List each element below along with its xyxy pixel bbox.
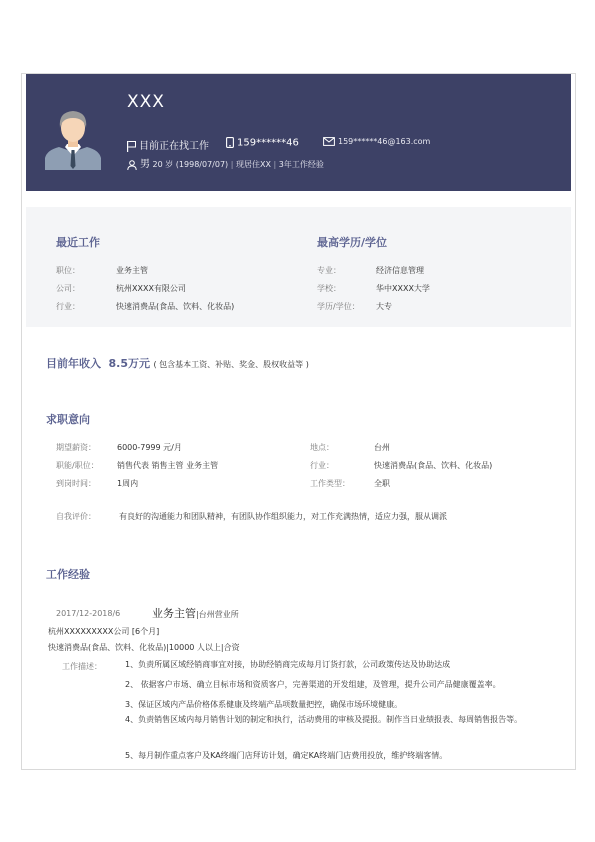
location-value: 台州 (374, 443, 390, 452)
industry-label: 行业： (56, 302, 80, 311)
company-value: 杭州XXXX有限公司 (116, 284, 186, 293)
email-address: 159******46@163.com (323, 137, 430, 146)
self-eval-label: 自我评价： (56, 512, 96, 521)
candidate-name: XXX (127, 92, 165, 112)
recent-job-title: 最近工作 (56, 236, 100, 249)
location-label: 地点： (310, 443, 334, 452)
arrival-value: 1周内 (117, 479, 139, 488)
summary-section (26, 207, 571, 327)
work-experience-title: 工作经验 (46, 568, 90, 581)
income-note: ( 包含基本工资、补贴、奖金、股权收益等 ) (153, 360, 309, 369)
job-intent-title: 求职意向 (46, 413, 90, 426)
degree-value: 大专 (376, 302, 392, 311)
function-value: 销售代表 销售主管 业务主管 (117, 461, 219, 470)
duty-item: 5、每月制作重点客户及KA终端门店拜访计划，确定KA终端门店费用投放，维护终端客情。 (125, 751, 448, 760)
expected-salary-label: 期望薪资： (56, 443, 96, 452)
self-eval-value: 有良好的沟通能力和团队精神，有团队协作组织能力，对工作充满热情，适应力强，服从调派 (119, 512, 447, 521)
worktype-value: 全职 (374, 479, 390, 488)
industry-value: 快速消费品(食品、饮料、化妆品) (116, 302, 235, 311)
position-value: 业务主管 (116, 266, 148, 275)
phone-number: 159******46 (226, 137, 299, 149)
personal-info: 男 20 岁 (1998/07/07) | 现居住XX | 3年工作经验 (127, 155, 324, 170)
major-label: 专业： (317, 266, 341, 275)
duty-item: 1、负责所属区域经销商事宜对接，协助经销商完成每月订货打款，公司政策传达及协助达成 (125, 660, 451, 669)
experience-company-info: 快速消费品(食品、饮料、化妆品)|10000 人以上|合资 (48, 643, 240, 652)
mail-icon (323, 137, 335, 146)
school-value: 华中XXXX大学 (376, 284, 430, 293)
major-value: 经济信息管理 (376, 266, 424, 275)
avatar (43, 100, 103, 170)
flag-icon (127, 141, 136, 152)
position-label: 职位： (56, 266, 80, 275)
experience-date: 2017/12-2018/6 (56, 609, 121, 618)
job-status: 目前正在找工作 (127, 137, 209, 152)
duty-item: 3、保证区域内产品价格体系健康及终端产品项数量把控，确保市场环境健康。 (125, 700, 403, 709)
resume-page (21, 73, 576, 770)
company-label: 公司： (56, 284, 80, 293)
function-label: 职能/职位： (56, 461, 99, 470)
arrival-label: 到岗时间： (56, 479, 96, 488)
education-title: 最高学历/学位 (317, 236, 388, 249)
worktype-label: 工作类型： (310, 479, 350, 488)
duty-item: 4、负责销售区域内每月销售计划的制定和执行，活动费用的审核及提报。制作当日业绩报表、每周销售报告等。 (125, 715, 523, 724)
experience-job: 业务主管|台州营业所 (152, 607, 239, 620)
school-label: 学校： (317, 284, 341, 293)
job-desc-label: 工作描述： (62, 662, 102, 671)
annual-income: 目前年收入 8.5万元 ( 包含基本工资、补贴、奖金、股权收益等 ) (46, 357, 309, 370)
experience-company: 杭州XXXXXXXXX公司 [6个月] (48, 627, 160, 636)
intent-industry-label: 行业： (310, 461, 334, 470)
income-amount: 8.5万元 (108, 357, 150, 370)
duty-item: 2、 依据客户市场、确立目标市场和资质客户，完善渠道的开发组建，及管理，提升公司产品健康覆盖率。 (125, 680, 501, 689)
person-icon (127, 160, 137, 170)
phone-icon (226, 137, 234, 148)
intent-industry-value: 快速消费品(食品、饮料、化妆品) (374, 461, 493, 470)
profile-header (26, 74, 571, 191)
expected-salary-value: 6000-7999 元/月 (117, 443, 182, 452)
degree-label: 学历/学位： (317, 302, 360, 311)
